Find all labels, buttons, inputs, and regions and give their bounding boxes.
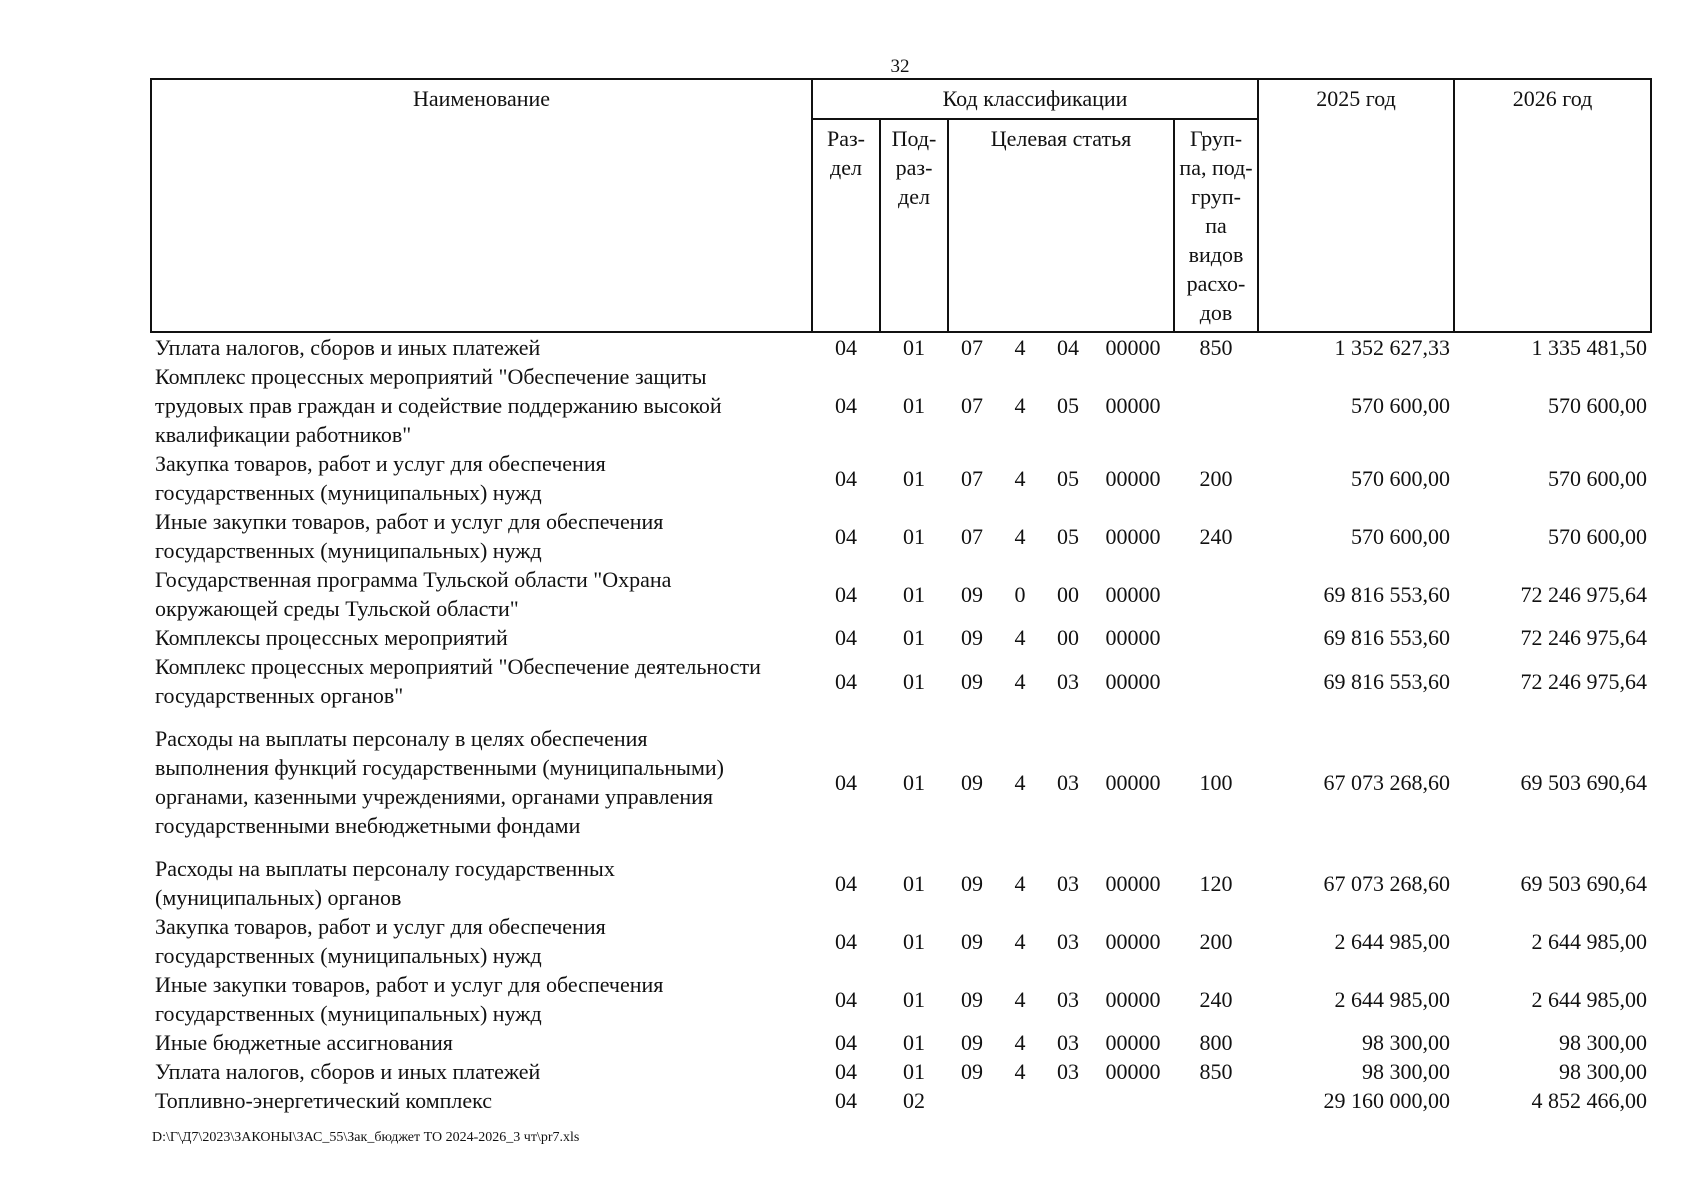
cell-target-direction: 00000 [1105,335,1161,360]
cell-amount-2025: 2 644 985,00 [1334,928,1451,954]
cell-target-direction [1092,1086,1174,1115]
table-header [151,79,1651,332]
header-group-line: расхо- [1186,271,1246,296]
table-row [151,507,1651,565]
cell-name-line: Закупка товаров, работ и услуг для обеспечения [155,914,606,939]
cell-name-line: Иные бюджетные ассигнования [155,1030,453,1055]
row-spacer [151,840,1651,854]
cell-name-line: Закупка товаров, работ и услуг для обеспечения [155,451,606,476]
cell-razdel: 04 [835,581,857,607]
cell-name-line: Расходы на выплаты персоналу государственных [155,856,615,881]
cell-target-subprogram: 03 [1057,1030,1079,1055]
cell-target-subprogram: 03 [1057,1059,1079,1084]
cell-target-direction: 00000 [1105,986,1161,1012]
cell-target-program: 09 [961,769,983,795]
header-group-line: Груп- [1189,126,1243,151]
cell-name-line: Комплекс процессных мероприятий "Обеспечение деятельности [155,654,761,679]
header-group-line: груп- [1191,184,1241,209]
cell-expense-group [1174,1086,1258,1115]
cell-razdel: 04 [835,465,857,491]
cell-target-subprogram: 03 [1057,769,1079,795]
cell-target-type [996,1086,1044,1115]
cell-target-direction: 00000 [1105,465,1161,491]
cell-name [151,912,812,970]
table-row [151,1086,1651,1115]
cell-razdel: 04 [835,769,857,795]
cell-name [151,1086,812,1115]
header-target-article: Целевая статья [948,119,1174,332]
cell-razdel: 04 [835,1030,857,1055]
cell-amount-2026: 570 600,00 [1548,523,1648,549]
cell-amount-2026: 72 246 975,64 [1520,581,1648,607]
cell-target-subprogram [1044,1086,1092,1115]
cell-target-type: 4 [1014,1030,1026,1055]
cell-target-direction: 00000 [1105,1059,1161,1084]
cell-name [151,449,812,507]
cell-amount-2025: 570 600,00 [1351,523,1451,549]
cell-target-subprogram: 04 [1057,335,1079,360]
cell-razdel: 04 [835,1088,857,1113]
cell-target-subprogram: 05 [1057,523,1079,549]
cell-target-type: 4 [1014,870,1026,896]
cell-target-type: 0 [1014,581,1026,607]
cell-name-line: (муниципальных) органов [155,885,402,910]
cell-name-line: квалификации работников" [155,422,412,447]
cell-name-line: выполнения функций государственными (муниципальными) [155,755,724,780]
header-razdel-line: дел [830,155,862,180]
cell-name [151,332,812,362]
cell-target-program: 09 [961,870,983,896]
header-razdel-line: Раз- [826,126,866,151]
cell-target-program: 07 [961,465,983,491]
cell-amount-2026: 72 246 975,64 [1520,625,1648,650]
cell-name-line: государственных (муниципальных) нужд [155,538,542,563]
cell-expense-group: 800 [1199,1030,1233,1055]
cell-razdel: 04 [835,668,857,694]
cell-target-program [948,1086,996,1115]
cell-podrazdel: 01 [903,625,925,650]
cell-expense-group: 240 [1199,523,1233,549]
header-group-line: видов [1188,242,1244,267]
cell-amount-2026: 570 600,00 [1548,465,1648,491]
cell-razdel: 04 [835,625,857,650]
cell-razdel: 04 [835,335,857,360]
cell-target-direction: 00000 [1105,928,1161,954]
cell-name-line: трудовых прав граждан и содействие поддержанию высокой [155,393,722,418]
cell-name-line: Уплата налогов, сборов и иных платежей [155,1059,541,1084]
cell-amount-2025: 69 816 553,60 [1323,581,1451,607]
cell-podrazdel: 01 [903,465,925,491]
cell-target-program: 09 [961,928,983,954]
cell-target-program: 07 [961,393,983,418]
cell-name-line: государственных (муниципальных) нужд [155,480,542,505]
cell-target-direction: 00000 [1105,1030,1161,1055]
cell-amount-2026: 2 644 985,00 [1531,986,1648,1012]
cell-name [151,652,812,710]
cell-podrazdel: 01 [903,581,925,607]
cell-podrazdel: 01 [903,523,925,549]
cell-expense-group: 200 [1199,465,1233,491]
cell-expense-group: 100 [1199,769,1233,795]
cell-expense-group [1174,565,1258,623]
table-row [151,362,1651,449]
cell-amount-2026: 4 852 466,00 [1531,1088,1648,1113]
cell-amount-2026: 2 644 985,00 [1531,928,1648,954]
cell-target-type: 4 [1014,668,1026,694]
cell-target-direction: 00000 [1105,581,1161,607]
cell-podrazdel: 01 [903,393,925,418]
header-podrazdel-line: дел [898,184,930,209]
cell-name [151,565,812,623]
cell-amount-2025: 69 816 553,60 [1323,668,1451,694]
cell-podrazdel: 01 [903,1030,925,1055]
cell-expense-group [1174,652,1258,710]
spacer-cell [151,710,1651,724]
cell-podrazdel: 01 [903,928,925,954]
header-podrazdel [880,119,948,332]
cell-target-type: 4 [1014,769,1026,795]
cell-target-type: 4 [1014,465,1026,491]
header-group-line: па, под- [1179,155,1253,180]
row-spacer [151,710,1651,724]
cell-name [151,970,812,1028]
cell-name-line: Государственная программа Тульской области "Охрана [155,567,672,592]
cell-target-type: 4 [1014,625,1026,650]
table-row [151,1028,1651,1057]
cell-name-line: окружающей среды Тульской области" [155,596,519,621]
header-year-2025: 2025 год [1258,79,1454,332]
cell-name-line: Комплексы процессных мероприятий [155,625,508,650]
cell-podrazdel: 01 [903,335,925,360]
header-podrazdel-line: раз- [895,155,933,180]
cell-target-subprogram: 03 [1057,668,1079,694]
cell-expense-group [1174,623,1258,652]
cell-amount-2025: 1 352 627,33 [1334,335,1451,360]
cell-razdel: 04 [835,523,857,549]
cell-target-subprogram: 05 [1057,465,1079,491]
cell-name-line: Комплекс процессных мероприятий "Обеспечение защиты [155,364,707,389]
cell-name [151,1057,812,1086]
cell-target-subprogram: 00 [1057,625,1079,650]
cell-name-line: Расходы на выплаты персоналу в целях обеспечения [155,726,648,751]
cell-name [151,362,812,449]
cell-target-program: 09 [961,668,983,694]
cell-name-line: Топливно-энергетический комплекс [155,1088,493,1113]
cell-target-program: 07 [961,523,983,549]
header-podrazdel-line: Под- [891,126,937,151]
table-row [151,565,1651,623]
cell-razdel: 04 [835,1059,857,1084]
cell-name-line: государственных органов" [155,683,404,708]
cell-name [151,854,812,912]
header-razdel [812,119,880,332]
cell-target-direction: 00000 [1105,769,1161,795]
cell-target-type: 4 [1014,986,1026,1012]
cell-expense-group: 850 [1199,335,1233,360]
cell-amount-2025: 2 644 985,00 [1334,986,1451,1012]
cell-name-line: органами, казенными учреждениями, органами управления [155,784,714,809]
file-path-footer: D:\Г\Д7\2023\ЗАКОНЫ\ЗАС_55\Зак_бюджет ТО 2024-2026_3 чт\pr7.xls [152,1130,580,1145]
cell-name-line: Иные закупки товаров, работ и услуг для обеспечения [155,972,664,997]
cell-expense-group: 240 [1199,986,1233,1012]
table-row [151,1057,1651,1086]
cell-podrazdel: 01 [903,668,925,694]
cell-razdel: 04 [835,928,857,954]
cell-podrazdel: 02 [903,1088,925,1113]
cell-target-direction: 00000 [1105,393,1161,418]
table-row [151,623,1651,652]
cell-name-line: государственных (муниципальных) нужд [155,943,542,968]
cell-podrazdel: 01 [903,986,925,1012]
cell-target-subprogram: 00 [1057,581,1079,607]
cell-target-type: 4 [1014,335,1026,360]
cell-target-direction: 00000 [1105,668,1161,694]
cell-amount-2025: 29 160 000,00 [1323,1088,1451,1113]
cell-amount-2026: 69 503 690,64 [1520,769,1648,795]
cell-expense-group: 120 [1199,870,1233,896]
cell-amount-2026: 98 300,00 [1559,1059,1648,1084]
cell-amount-2026: 1 335 481,50 [1531,335,1648,360]
cell-expense-group: 850 [1199,1059,1233,1084]
cell-name-line: Иные закупки товаров, работ и услуг для обеспечения [155,509,664,534]
cell-target-program: 09 [961,1030,983,1055]
cell-expense-group: 200 [1199,928,1233,954]
table-row [151,970,1651,1028]
cell-razdel: 04 [835,393,857,418]
cell-amount-2025: 69 816 553,60 [1323,625,1451,650]
cell-amount-2025: 98 300,00 [1362,1030,1451,1055]
table-row [151,912,1651,970]
cell-target-program: 09 [961,625,983,650]
cell-target-program: 07 [961,335,983,360]
table-body [151,332,1651,1115]
table-row [151,449,1651,507]
table-row [151,652,1651,710]
table-row [151,854,1651,912]
cell-podrazdel: 01 [903,1059,925,1084]
cell-amount-2026: 69 503 690,64 [1520,870,1648,896]
cell-name [151,724,812,840]
header-expense-group [1174,119,1258,332]
cell-name-line: государственными внебюджетными фондами [155,813,581,838]
cell-target-program: 09 [961,986,983,1012]
cell-target-subprogram: 03 [1057,928,1079,954]
cell-target-subprogram: 05 [1057,393,1079,418]
header-year-2026: 2026 год [1454,79,1651,332]
cell-target-program: 09 [961,581,983,607]
cell-amount-2026: 72 246 975,64 [1520,668,1648,694]
cell-target-direction: 00000 [1105,870,1161,896]
cell-target-type: 4 [1014,928,1026,954]
table-row [151,724,1651,840]
cell-name [151,507,812,565]
cell-expense-group [1174,362,1258,449]
page-number: 32 [890,56,910,77]
cell-podrazdel: 01 [903,769,925,795]
budget-table [150,78,1652,1115]
cell-amount-2025: 67 073 268,60 [1323,870,1451,896]
cell-amount-2025: 570 600,00 [1351,393,1451,418]
cell-target-subprogram: 03 [1057,870,1079,896]
header-group-line: дов [1199,300,1233,325]
cell-target-direction: 00000 [1105,523,1161,549]
cell-target-type: 4 [1014,393,1026,418]
header-code-group: Код классификации [812,79,1258,119]
cell-amount-2026: 570 600,00 [1548,393,1648,418]
spacer-cell [151,840,1651,854]
cell-amount-2025: 570 600,00 [1351,465,1451,491]
cell-name-line: государственных (муниципальных) нужд [155,1001,542,1026]
cell-razdel: 04 [835,986,857,1012]
cell-target-program: 09 [961,1059,983,1084]
cell-amount-2025: 67 073 268,60 [1323,769,1451,795]
header-group-line: па [1205,213,1227,238]
cell-podrazdel: 01 [903,870,925,896]
table-row [151,332,1651,362]
cell-amount-2026: 98 300,00 [1559,1030,1648,1055]
cell-target-subprogram: 03 [1057,986,1079,1012]
cell-razdel: 04 [835,870,857,896]
cell-name [151,623,812,652]
cell-name [151,1028,812,1057]
cell-target-type: 4 [1014,1059,1026,1084]
cell-amount-2025: 98 300,00 [1362,1059,1451,1084]
cell-name-line: Уплата налогов, сборов и иных платежей [155,335,541,360]
cell-target-direction: 00000 [1105,625,1161,650]
header-name: Наименование [151,79,812,332]
cell-target-type: 4 [1014,523,1026,549]
